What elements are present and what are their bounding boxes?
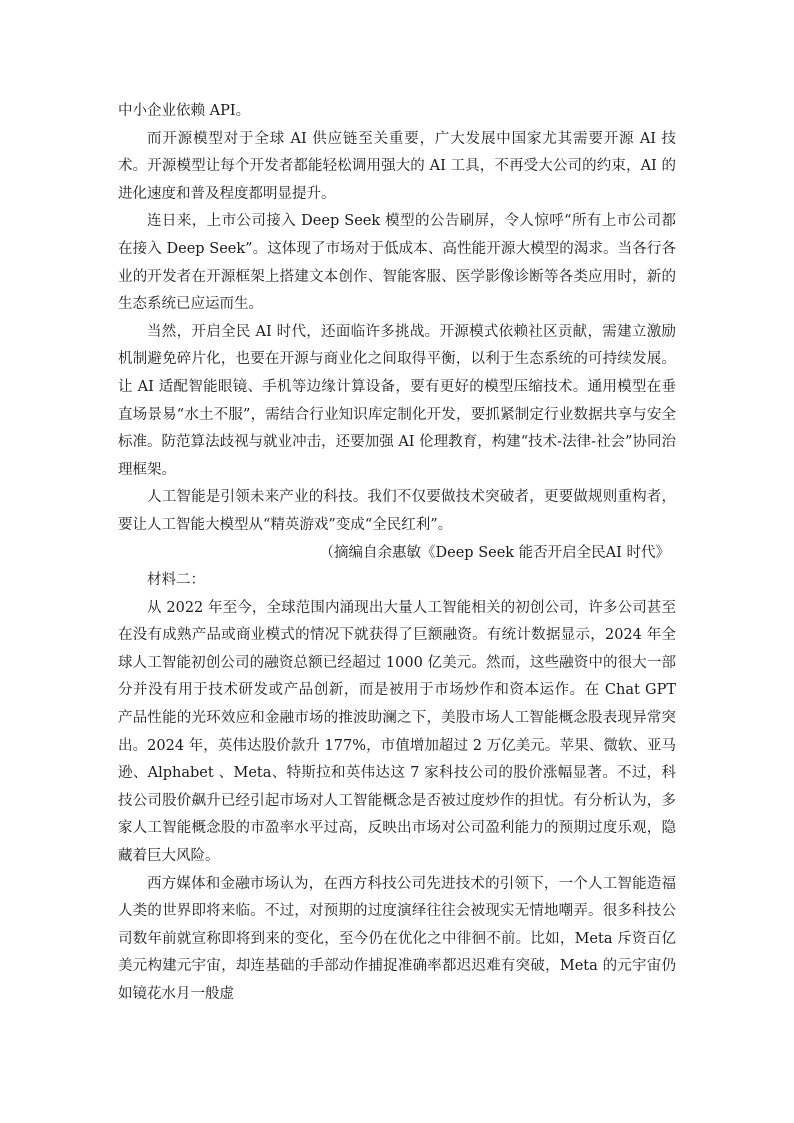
paragraph-4: 当然，开启全民 AI 时代，还面临许多挑战。开源模式依赖社区贡献，需建立激励机制避免碎片化，也要在开源与商业化之间取得平衡，以利于生态系统的可持续发展。让 AI 适配智能眼镜、手机等边缘计算设备，要有更好的模型压缩技术。通用模型在垂直场景易“水土不服”，需结合行业知识库定制化开发，要抓紧制定行业数据共享与安全标准。防范算法歧视与就业冲击，还要加强 AI 伦理教育，构建“技术-法律-社会”协同治理框架。	[118, 323, 676, 478]
paragraph-5: 人工智能是引领未来产业的科技。我们不仅要做技术突破者，更要做规则重构者，要让人工智能大模型从“精英游戏”变成“全民红利”。	[118, 489, 676, 533]
source-citation: （摘编自余惠敏《Deep Seek 能否开启全民AI 时代》	[319, 544, 670, 561]
paragraph-3: 连日来，上市公司接入 Deep Seek 模型的公告刷屏，令人惊呼“所有上市公司都在接入 Deep Seek”。这体现了市场对于低成本、高性能开源大模型的渴求。当各行各业的开发者在开源框架上搭建文本创作、智能客服、医学影像诊断等各类应用时，新的生态系统已应运而生。	[118, 213, 676, 313]
document-page	[118, 98, 676, 1009]
section-label: 材料二：	[147, 572, 205, 589]
paragraph-2: 而开源模型对于全球 AI 供应链至关重要，广大发展中国家尤其需要开源 AI 技术。开源模型让每个开发者都能轻松调用强大的 AI 工具，不再受大公司的约束，AI 的进化速度和普及程度都明显提升。	[118, 130, 676, 202]
paragraph-6: 从 2022 年至今，全球范围内涌现出大量人工智能相关的初创公司，许多公司甚至在没有成熟产品或商业模式的情况下就获得了巨额融资。有统计数据显示，2024 年全球人工智能初创公司的融资总额已经超过 1000 亿美元。然而，这些融资中的很大一部分并没有用于技术研发或产品创新，而是被用于市场炒作和资本运作。在 Chat GPT 产品性能的光环效应和金融市场的推波助澜之下，美股市场人工智能概念股表现异常突出。2024 年，英伟达股价款升 177%，市值增加超过 2 万亿美元。苹果、微软、亚马逊、Alphabet 、Meta、特斯拉和英伟达这 7 家科技公司的股价涨幅显著。不过，科技公司股价飙升已经引起市场对人工智能概念是否被过度炒作的担忧。有分析认为，多家人工智能概念股的市盈率水平过高，反映出市场对公司盈利能力的预期过度乐观，隐藏着巨大风险。	[118, 599, 676, 865]
paragraph-7: 西方媒体和金融市场认为，在西方科技公司先进技术的引领下，一个人工智能造福人类的世界即将来临。不过，对预期的过度演绎往往会被现实无情地嘲弄。很多科技公司数年前就宣称即将到来的变化，至今仍在优化之中徘徊不前。比如，Meta 斥资百亿美元构建元宇宙，却连基础的手部动作捕捉准确率都迟迟难有突破，Meta 的元宇宙仍如镜花水月一般虚	[118, 875, 676, 1002]
paragraph-1: 中小企业依赖 API。	[118, 103, 251, 119]
